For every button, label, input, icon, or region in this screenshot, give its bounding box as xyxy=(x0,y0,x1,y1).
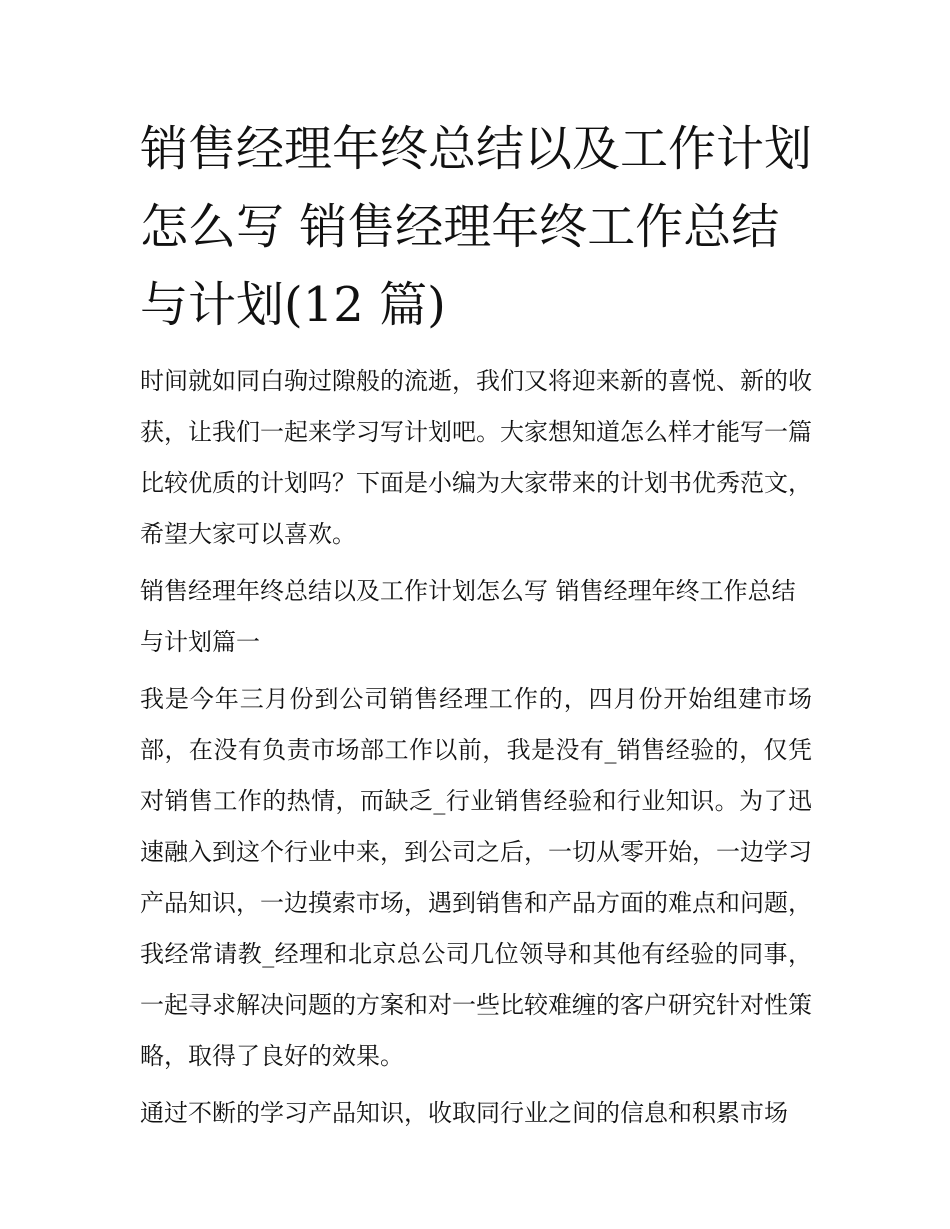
document-page xyxy=(140,110,812,1145)
intro-paragraph: 时间就如同白驹过隙般的流逝，我们又将迎来新的喜悦、新的收获，让我们一起来学习写计划吧。大家想知道怎么样才能写一篇比较优质的计划吗？下面是小编为大家带来的计划书优秀范文，希望大家可以喜欢。 xyxy=(140,367,812,548)
section-heading: 销售经理年终总结以及工作计划怎么写 销售经理年终工作总结与计划篇一 xyxy=(140,577,796,656)
body-paragraph-1: 我是今年三月份到公司销售经理工作的，四月份开始组建市场部，在没有负责市场部工作以前，我是没有_销售经验的，仅凭对销售工作的热情，而缺乏_行业销售经验和行业知识。为了迅速融入到这个行业中来，到公司之后，一切从零开始，一边学习产品知识，一边摸索市场，遇到销售和产品方面的难点和问题，我经常请教_经理和北京总公司几位领导和其他有经验的同事，一起寻求解决问题的方案和对一些比较难缠的客户研究针对性策略，取得了良好的效果。 xyxy=(140,685,812,1070)
body-paragraph-2: 通过不断的学习产品知识，收取同行业之间的信息和积累市场 xyxy=(140,1099,788,1127)
document-title: 销售经理年终总结以及工作计划怎么写 销售经理年终工作总结与计划(12 篇) xyxy=(140,121,813,333)
